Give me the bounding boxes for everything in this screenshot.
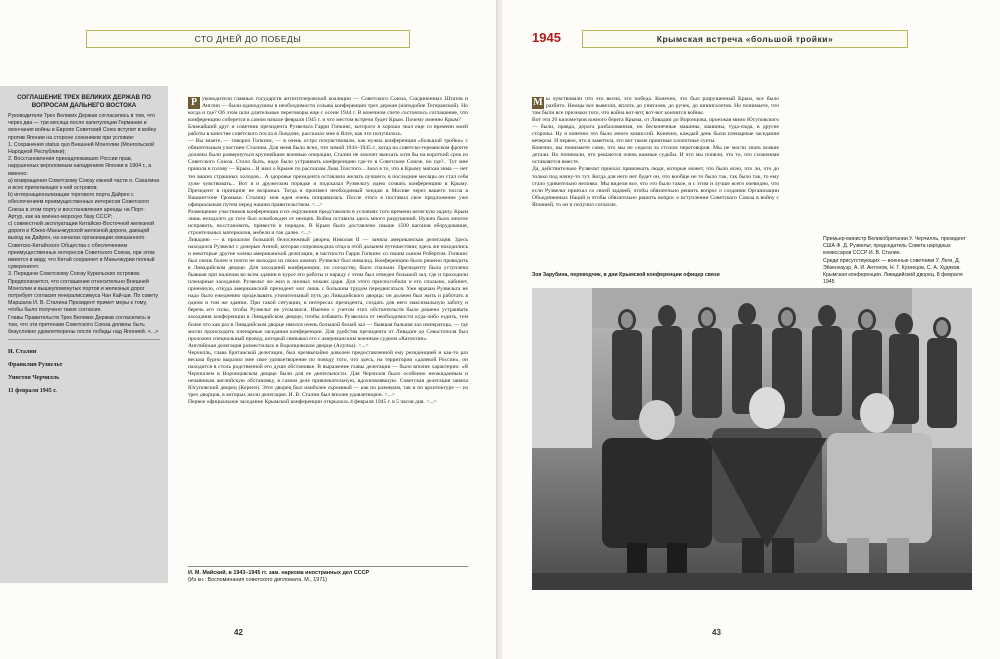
article-paragraph: Черчилль, глава британской делегации, был чрезвычайно доволен предоставленной ему резиденцией и как-то раз весьма бурно выразил мне свое удовлетворение по поводу того, что здесь, на территории «далекой России», он находится в столь родственной его душе обстановке. В выражение главы делегации — было вполне характерно: «Я Черчиллем в Воронцовском дворце были для ее деятельности. Для Черчилля было особенно неожиданным и нечаянным английскую обстановку, в самом деле привлекательную, вдохновлявшую. Советская делегация заняла Юсуповский дворец (Кореиз). Этот дворец был наиболее скромный — как по размерам, так и по архитектуре — из трех дворцов, в которых жили делегации. И. В. Сталин был вполне удовлетворен. <...> bbox=[188, 349, 468, 398]
article-paragraph: ы чувствовали что это весна, это победа. Конечно, это был разрушенный Крым, все было разбито. Немцы все вывезли, вплоть до унитазов, до ручек, до шпингалетов. Но понимаете, что там были все признаки того, что война вот-вот, вот-вот кончится войны. bbox=[532, 96, 779, 117]
attribution-author: И. М. Майский, в 1943–1945 гг. зам. наркома иностранных дел СССР bbox=[188, 570, 370, 576]
article-paragraph: — Вы знаете, — говорил Гопкинс, — в очень остро почувствовали, как нужна конференция «большой тройки» с обязательным участием Сталина. Для меня было ясно, что зимой 1944–1945 г., когда на советско-германском фронте должны были развернуться крупнейшие военные операции, Сталин не захочет выехать хотя бы на короткий срок из Советского Союза. Стало быть, надо было устраивать конференцию где-то в Советском Союзе, но где?.. Тут мне пришла в голову — Крым... Я знал о Крыме по рассказам Льва Толстого... Знал я то, что в Крыму мягкая зима — нет тех ваших страшных холодов... А здоровье президента оставляло желать лучшего, в последние месяцы он стал себя хуже чувствовать... Вот я и дружеском порядке и подсказал Рузвельту идею созвать конференцию в Крыму. Президент в принципе не возражал. Тогда я произвел необходимый зондаж в Москве через вашего посла в Вашингтоне Громыко. Сталину моя идея очень понравилась. После этого я поставил свое предложение уже официальным путем перед нашим правительством. <...> bbox=[188, 138, 468, 208]
article-paragraph: уководители главных государств антигитлеровской коалиции — Советского Союза, Соединенных Штатов и Англии — были единодушны в необходимости созыва конференции трех держав (наподобие Тегеранской). Но когда и где? Об этом шли длительные переговоры еще с осени 1944 г. В конечном счете состоялось соглашение, что конференцию соберется в самом начале февраля 1945 г. и что местом встречи будет Крым. Почему именно Крым? bbox=[188, 96, 468, 124]
right-page bbox=[502, 0, 1000, 659]
running-header-right: Крымская встреча «большой тройки» bbox=[582, 30, 908, 48]
sidebar-paragraph: c) совместной эксплуатации Китайско-Восточной железной дороги и Южно-Маньчжурской железной дороги, дающей выход на Дайрен, на началах организации смешанного Советско-Китайского Общества с обеспечением преимущественных интересов Советского Союза, при этом имеется в виду, что Китай сохраняет в Маньчжурии полный суверенитет. bbox=[8, 221, 155, 271]
article-paragraph: Первое официальное заседание Крымской конференции открылось 4 февраля 1945 г. в 5 часов дня. <...> bbox=[188, 399, 437, 406]
page-number-left: 42 bbox=[234, 628, 243, 637]
year-label: 1945 bbox=[532, 30, 561, 45]
article-attribution bbox=[188, 566, 468, 584]
article-paragraph: Ливадию — в прошлом большой белоснежный дворец Николая II — заняла американская делегация. Здесь находился Рузвельт с дочерью Анной, которая сопровождала отца в этой дальнем путешествии; здесь же находились и некоторые другие члены американской делегации, в частности Гарри Гопкинс со своим сыном Робертом. Гопкинс был очень болен и почти не выходил из своих комнат. Рузвельт был инвалид. Конференцию было решено проводить в Ливадийском дворце. Для заседаний конференции, по соседству, было спальни. Президенту была уступлена бывшая при наличии во всем здании в курсе его работы и наряду с этим был отведен большой зал, где и проходили пленарные заседания. Рузвельт же жил в личных покоях царя. Для этого приспособили и его спальню, кабинет, приемную, откуда американский президент мог лишь с большим трудом передвигаться. Уже врачам Рузвельта не надо было ежедневно проделывать утомительный путь до Ливадийского дворца; он должен был жить и работать в одном и том же здании. При такой ситуации, в интересах президента, создать для него максимальную заботу и беречь его силы, чтобы Рузвельт не утомлялся. Именно с учетом этих обстоятельств было решено устраивать заседания конференции в Ливадийском дворце, чтобы избавить Рузвельта от необходимости куда-либо ездить, тем более что как раз в Ливадийском дворце имелся очень большой белый зал — бывшая бальная зал императора, — где могли происходить пленарные заседания конференции. Для удобства президента от Ливадии до Севастополя был проложен специальный провод, который связывал его с американским военным судном «Катоктин». bbox=[188, 236, 468, 342]
caption-line: Крымская конференция. Ливадийский дворец. 8 февраля 1945 bbox=[823, 272, 963, 286]
attribution-source: (Из кн.: Воспоминания советского дипломата. М., 1971) bbox=[188, 577, 328, 583]
sidebar-paragraph: Главы Правительств Трех Великих Держав согласились в том, что эти претензии Советского Союза должны быть безусловно удовлетворены после победы над Японией. <...> bbox=[8, 314, 159, 336]
photo-credit: Зоя Зарубина, переводчик, в дни Крымской конференции офицер связи bbox=[532, 272, 720, 278]
sidebar-paragraph: Руководители Трех Великих Держав согласились в том, что через два — три месяца после капитуляции Германии и окончания войны в Европе Советский Союз вступит в войну против Японии на стороне союзников при условии: bbox=[8, 113, 157, 141]
sidebar-paragraph: 1. Сохранения status quo Внешней Монголии (Монгольской Народной Республики); bbox=[8, 141, 155, 156]
main-article-right bbox=[532, 96, 779, 209]
article-paragraph: Ближайший друг и советник президента Рузвельта Гарри Гопкинс, которого я хорошо знал еще со времени моей работы в качестве советского посла в Лондоне, рассказал мне в Ялте, как это получилось. bbox=[188, 124, 468, 138]
article-paragraph: Конечно, вы понимаете сами, что мы не сидели за столом переговоров. Мы не могли знать всякие детали. Но понимали, что решаются очень важные судьбы. И что мы поняли, это то, что схоженная оставляется вместе. bbox=[532, 145, 779, 166]
article-paragraph: Да, действительно Рузвельт приехал привлекать люди, которые может, что было ясно, что ли, что до только под начну-то тут. Когда для него нет будет он, что вообще не то было так, так было так, то ему стало удивительно неловко. Мы видели все, что это было такое, и с этим и лучше всего очевидно, что если Рузвельт приехал со своей задачей, чтобы обязательно решить вопрос о создании Организации Объединенных Наций и чтобы обязательно решить вопрос о вступлении Советского Союза в войну с Японией, то он и получил согласие. bbox=[532, 166, 779, 208]
running-header-left: СТО ДНЕЙ ДО ПОБЕДЫ bbox=[86, 30, 410, 48]
signature-roosevelt: Франклин Рузвельт bbox=[8, 362, 63, 369]
article-paragraph: Английская делегация разместилась в Воронцовском дворце (Алупка). <...> bbox=[188, 342, 369, 349]
main-article-left bbox=[188, 96, 468, 406]
sidebar-title: СОГЛАШЕНИЕ ТРЕХ ВЕЛИКИХ ДЕРЖАВ ПО ВОПРОСАМ ДАЛЬНЕГО ВОСТОКА bbox=[17, 94, 151, 109]
sidebar-paragraph: а) возвращения Советскому Союзу южной части о. Сахалина и всех прилегающих к ней островов; bbox=[8, 177, 160, 192]
sidebar-paragraph: 2. Восстановления принадлежавших России прав, нарушенных вероломным нападением Японии в 1904 г., а именно: bbox=[8, 156, 152, 177]
treaty-sidebar bbox=[0, 86, 168, 583]
signature-stalin: И. Сталин bbox=[8, 349, 37, 356]
signature-date: 11 февраля 1945 г. bbox=[8, 388, 57, 395]
yalta-conference-photo bbox=[532, 288, 972, 590]
sidebar-paragraph: Предполагается, что соглашение относительно Внешней Монголии и вышеупомянутых портов и железных дорог потребует согласия генералиссимуса Чан Кай-ши. По совету Маршала И. В. Сталина Президент примет меры к тому, чтобы было получено такое согласие. bbox=[8, 278, 159, 314]
signature-churchill: Уинстон Черчилль bbox=[8, 375, 60, 382]
page-number-right: 43 bbox=[712, 628, 721, 637]
drop-cap: М bbox=[533, 97, 543, 108]
photo-caption bbox=[823, 236, 973, 286]
article-paragraph: Вот эти 20 километров южного берега Крыма, от Ливадии до Воронцова, проезжая мимо Юсуповского — были, правда, дорога разбалованная, но бесконечные машины, машины, туда-сюда, в другие стороны. Ну и конечно это было много комиссий. Конечно, каждый день были пленарные заседания вечером. И первое, что я заметила, это вот такие приятные хлопотные суеты. bbox=[532, 117, 779, 145]
drop-cap: Р bbox=[188, 97, 200, 109]
photo-illustration bbox=[532, 288, 972, 590]
left-page bbox=[0, 0, 498, 659]
treaty-signatures bbox=[8, 339, 160, 396]
caption-line: Среди присутствующих — военные советники У. Леги, Д. Эйзенхауэр, А. И. Антонов, Н. Г. Кузнецов, С. А. Худяков. bbox=[823, 257, 961, 271]
sidebar-paragraph: b) интернационализации торгового порта Дайрен с обеспечением преимущественных интересов Советского Союза в этом порту и восстановления аренды на Порт-Артур, как на военно-морскую базу СССР; bbox=[8, 192, 150, 220]
article-paragraph: Размещение участников конференции и их окружения представляло в условиях того времени нелегкую задачу. Крым лишь незадолго до того был освобожден от немцев. Война оставила здесь много разрушений. Нужно было многое исправить, восстановить, привести в порядок. В Крым было доставлено свыше 1500 вагонов оборудования, строительных материалов, мебели и так далее. <...> bbox=[188, 208, 468, 236]
sidebar-body bbox=[8, 113, 160, 336]
sidebar-paragraph: 3. Передачи Советскому Союзу Курильских островов. bbox=[8, 271, 141, 278]
caption-line: Премьер-министр Великобритании У. Черчилль, президент США Ф. Д. Рузвельт, председатель Совета народных комиссаров СССР И. В. Сталин. bbox=[823, 236, 966, 257]
